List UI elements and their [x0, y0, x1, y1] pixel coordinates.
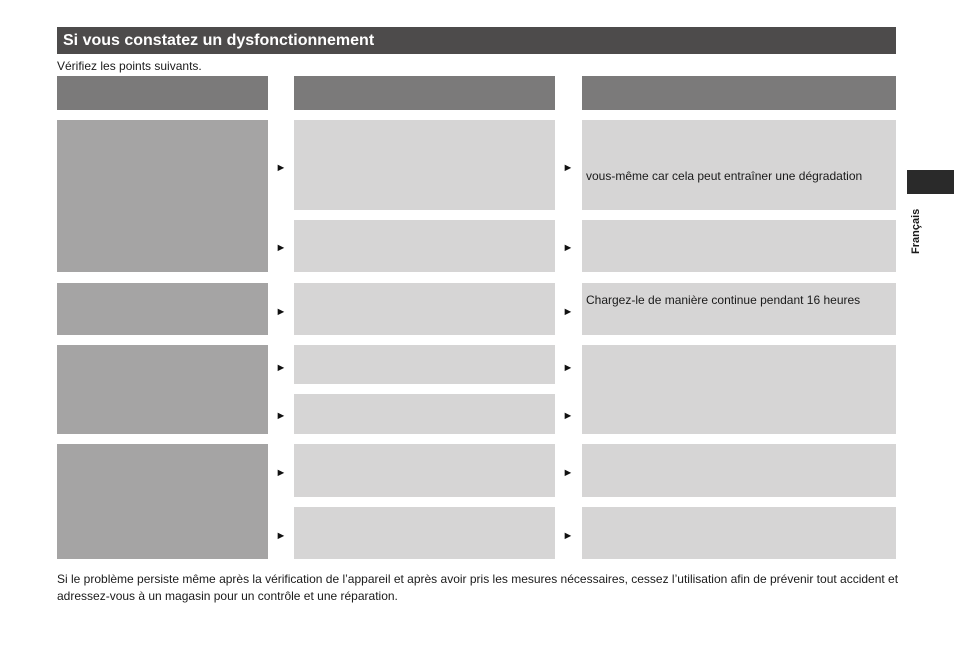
column-header-cause [294, 76, 555, 110]
cause-cell-1a [294, 120, 555, 210]
arrow-icon: ► [562, 242, 574, 254]
problem-cell-2 [57, 283, 268, 335]
column-header-problem [57, 76, 268, 110]
column-header-action [582, 76, 896, 110]
language-tab-marker [907, 170, 954, 194]
action-cell-3 [582, 345, 896, 434]
cause-cell-2 [294, 283, 555, 335]
arrow-icon: ► [275, 162, 287, 174]
arrow-icon: ► [562, 306, 574, 318]
arrow-icon: ► [275, 306, 287, 318]
arrow-icon: ► [562, 467, 574, 479]
arrow-icon: ► [562, 530, 574, 542]
action-cell-4a [582, 444, 896, 497]
cause-cell-3a [294, 345, 555, 384]
arrow-icon: ► [275, 410, 287, 422]
action-cell-1a [582, 120, 896, 210]
cause-cell-4a [294, 444, 555, 497]
cause-cell-1b [294, 220, 555, 272]
section-title: Si vous constatez un dysfonctionnement [57, 27, 896, 54]
problem-cell-4 [57, 444, 268, 559]
arrow-icon: ► [275, 362, 287, 374]
footer-note: Si le problème persiste même après la vérification de l’appareil et après avoir pris les mesures nécessaires, cessez l’utilisation afin de prévenir tout accident et adressez-vous à un magasin pour un contrôle et une réparation. [57, 572, 899, 603]
language-label-text: Français [910, 208, 922, 254]
arrow-icon: ► [275, 242, 287, 254]
arrow-icon: ► [562, 162, 574, 174]
action-text-2: Chargez-le de manière continue pendant 16 heures [586, 293, 861, 307]
action-text-1a: vous-même car cela peut entraîner une dégradation [586, 169, 863, 183]
cause-cell-4b [294, 507, 555, 559]
action-cell-1b [582, 220, 896, 272]
action-cell-2 [582, 283, 896, 335]
action-cell-4b [582, 507, 896, 559]
problem-cell-1 [57, 120, 268, 272]
arrow-icon: ► [275, 530, 287, 542]
language-label [904, 196, 928, 256]
problem-cell-3 [57, 345, 268, 434]
arrow-icon: ► [275, 467, 287, 479]
arrow-icon: ► [562, 362, 574, 374]
arrow-icon: ► [562, 410, 574, 422]
intro-text: Vérifiez les points suivants. [57, 59, 202, 73]
cause-cell-3b [294, 394, 555, 434]
